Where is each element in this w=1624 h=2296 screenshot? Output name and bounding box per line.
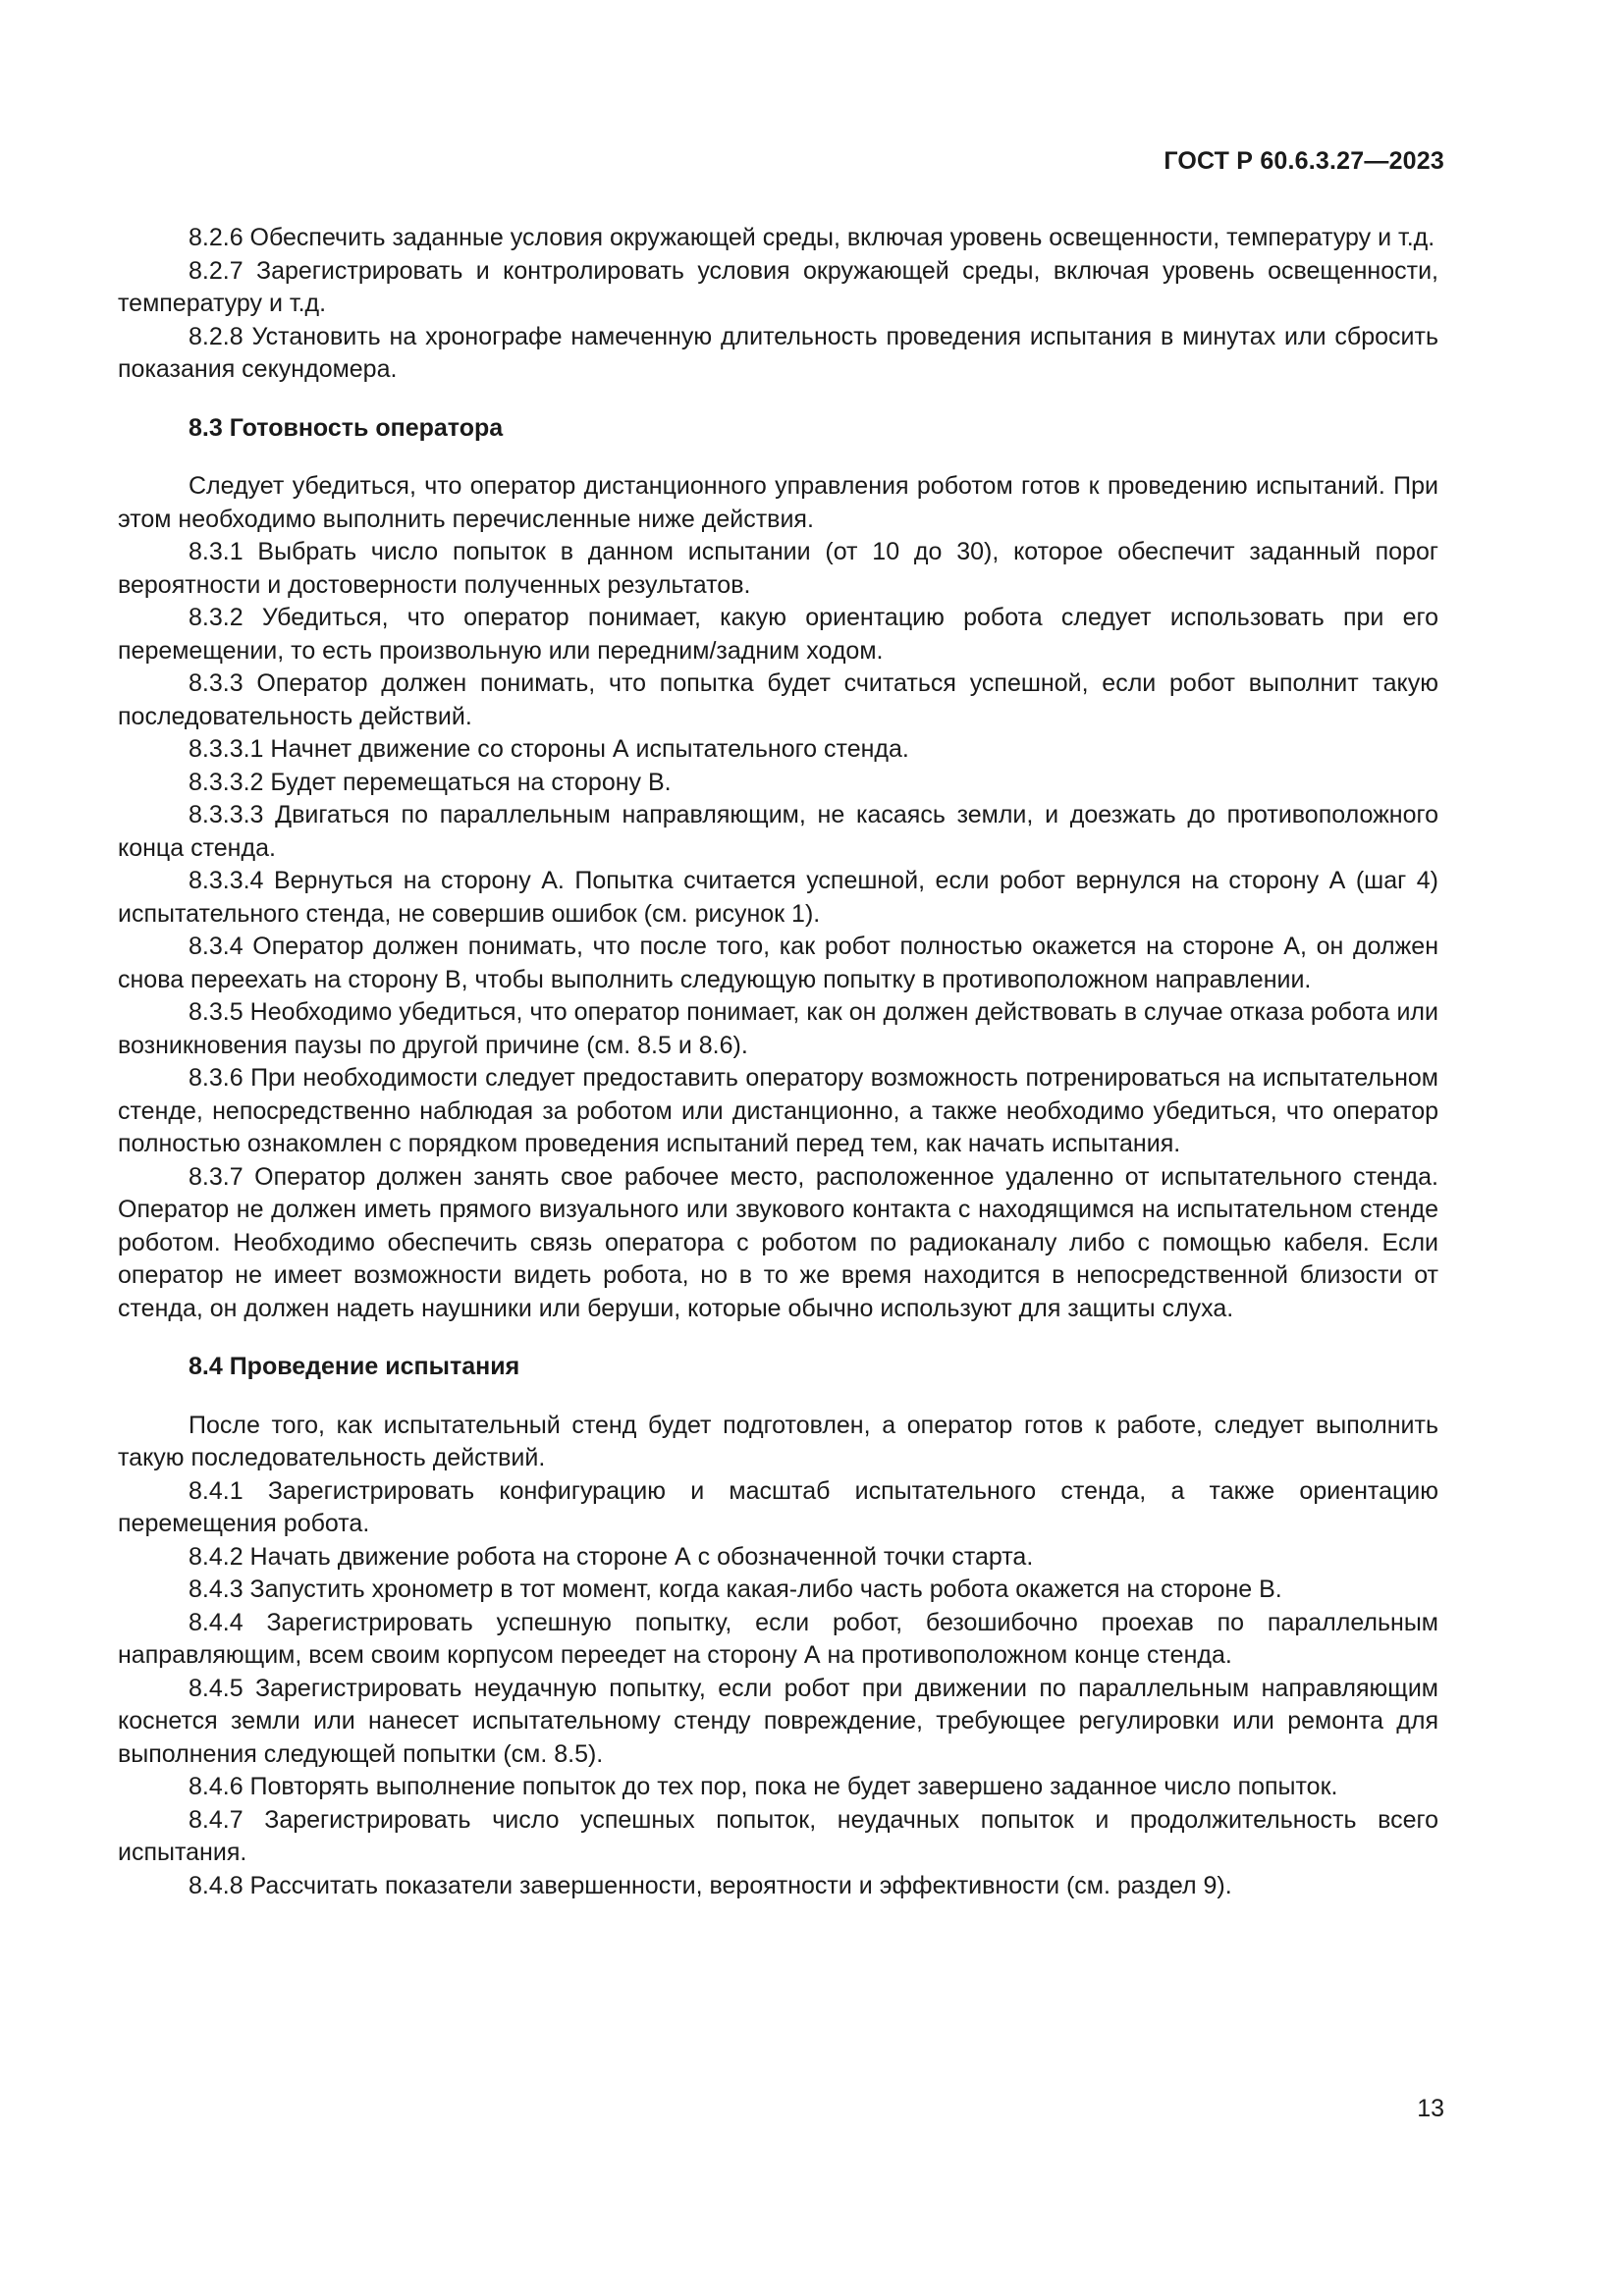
section-heading-8-3: 8.3 Готовность оператора — [189, 413, 504, 442]
paragraph-8-4-5: 8.4.5 Зарегистрировать неудачную попытку, если робот при движении по параллельным направляющим коснется земли или нанесет испытательному стенду повреждение, требующее регулировки или ремонта для выполнения следующей попытки (см. 8.5). — [118, 1674, 1438, 1768]
paragraph-8-3-7: 8.3.7 Оператор должен занять свое рабочее место, расположенное удаленно от испытательного стенда. Оператор не должен иметь прямого визуального или звукового контакта с находящимся на испытательном стенде роботом. Необходимо обеспечить связь оператора с роботом по радиоканалу либо с помощью кабеля. Если оператор не имеет возможности видеть робота, но в то же время находится в непосредственной близости от стенда, он должен надеть наушники или беруши, которые обычно используют для защиты слуха. — [118, 1162, 1438, 1322]
paragraph-8-4-4: 8.4.4 Зарегистрировать успешную попытку, если робот, безошибочно проехав по параллельным направляющим, всем своим корпусом переедет на сторону А на противоположном конце стенда. — [118, 1608, 1438, 1669]
paragraph-8-4-7: 8.4.7 Зарегистрировать число успешных попыток, неудачных попыток и продолжительность всего испытания. — [118, 1805, 1438, 1866]
paragraph-8-3-3-4: 8.3.3.4 Вернуться на сторону А. Попытка считается успешной, если робот вернулся на сторону А (шаг 4) испытательного стенда, не совершив ошибок (см. рисунок 1). — [118, 867, 1438, 928]
paragraph-8-3-3: 8.3.3 Оператор должен понимать, что попытка будет считаться успешной, если робот выполнит такую последовательность действий. — [118, 669, 1438, 730]
paragraph-8-2-6: 8.2.6 Обеспечить заданные условия окружающей среды, включая уровень освещенности, температуру и т.д. — [189, 224, 1435, 251]
paragraph-8-2-8: 8.2.8 Установить на хронографе намеченную длительность проведения испытания в минутах или сбросить показания секундомера. — [118, 322, 1438, 383]
document-body — [118, 222, 1438, 1902]
paragraph-8-3-5: 8.3.5 Необходимо убедиться, что оператор понимает, как он должен действовать в случае отказа робота или возникновения паузы по другой причине (см. 8.5 и 8.6). — [118, 998, 1438, 1059]
paragraph-8-3-1: 8.3.1 Выбрать число попыток в данном испытании (от 10 до 30), которое обеспечит заданный порог вероятности и достоверности полученных результатов. — [118, 538, 1438, 599]
paragraph-8-3-3-1: 8.3.3.1 Начнет движение со стороны А испытательного стенда. — [189, 735, 909, 763]
paragraph-8-4-3: 8.4.3 Запустить хронометр в тот момент, когда какая-либо часть робота окажется на стороне В. — [189, 1575, 1282, 1603]
paragraph-8-2-7: 8.2.7 Зарегистрировать и контролировать условия окружающей среды, включая уровень освещенности, температуру и т.д. — [118, 256, 1438, 317]
paragraph-8-4-8: 8.4.8 Рассчитать показатели завершенности, вероятности и эффективности (см. раздел 9). — [189, 1871, 1232, 1899]
paragraph-8-4-1: 8.4.1 Зарегистрировать конфигурацию и масштаб испытательного стенда, а также ориентацию перемещения робота. — [118, 1476, 1438, 1537]
document-header: ГОСТ Р 60.6.3.27—2023 — [1164, 147, 1444, 175]
paragraph-8-3-3-2: 8.3.3.2 Будет перемещаться на сторону В. — [189, 768, 672, 796]
paragraph-8-3-4: 8.3.4 Оператор должен понимать, что после того, как робот полностью окажется на стороне А, он должен снова переехать на сторону В, чтобы выполнить следующую попытку в противоположном направлении. — [118, 933, 1438, 993]
paragraph-8-3-6: 8.3.6 При необходимости следует предоставить оператору возможность потренироваться на испытательном стенде, непосредственно наблюдая за роботом или дистанционно, а также необходимо убедиться, что оператор полностью ознакомлен с порядком проведения испытаний перед тем, как начать испытания. — [118, 1064, 1438, 1157]
paragraph-8-4-intro: После того, как испытательный стенд будет подготовлен, а оператор готов к работе, следует выполнить такую последовательность действий. — [118, 1411, 1438, 1471]
paragraph-8-4-2: 8.4.2 Начать движение робота на стороне А с обозначенной точки старта. — [189, 1542, 1034, 1571]
paragraph-8-3-2: 8.3.2 Убедиться, что оператор понимает, какую ориентацию робота следует использовать при его перемещении, то есть произвольную или передним/задним ходом. — [118, 604, 1438, 665]
section-heading-8-4: 8.4 Проведение испытания — [189, 1353, 520, 1380]
paragraph-8-4-6: 8.4.6 Повторять выполнение попыток до тех пор, пока не будет завершено заданное число попыток. — [189, 1773, 1338, 1800]
paragraph-8-3-intro: Следует убедиться, что оператор дистанционного управления роботом готов к проведению испытаний. При этом необходимо выполнить перечисленные ниже действия. — [118, 472, 1438, 533]
paragraph-8-3-3-3: 8.3.3.3 Двигаться по параллельным направляющим, не касаясь земли, и доезжать до противоположного конца стенда. — [118, 801, 1438, 862]
page-number: 13 — [1417, 2095, 1444, 2122]
